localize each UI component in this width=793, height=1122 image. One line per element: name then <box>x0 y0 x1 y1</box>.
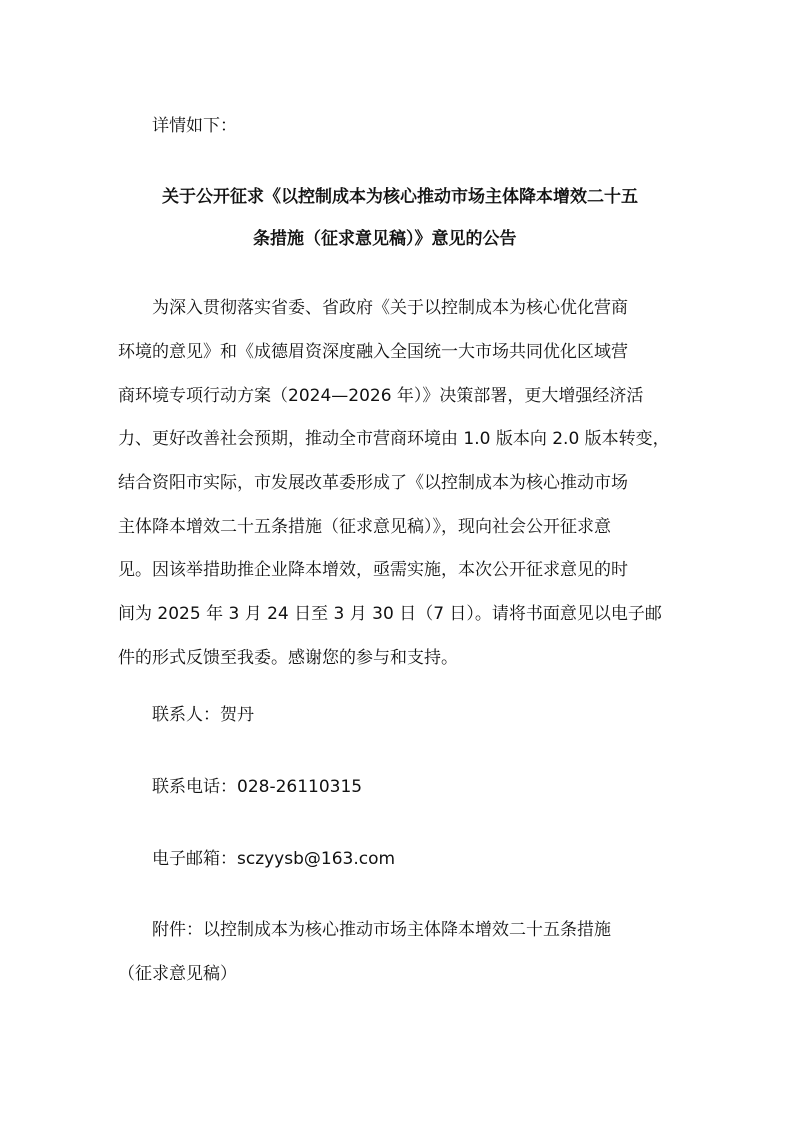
body-line-4: 力、更好改善社会预期，推动全市营商环境由 1.0 版本向 2.0 版本转变， <box>118 429 670 449</box>
body-line-5: 结合资阳市实际，市发展改革委形成了《以控制成本为核心推动市场 <box>118 473 628 493</box>
body-line-2: 环境的意见》和《成德眉资深度融入全国统一大市场共同优化区域营 <box>118 342 628 362</box>
body-line-3: 商环境专项行动方案（2024—2026 年）》决策部署，更大增强经济活 <box>118 386 644 406</box>
title-line-2: 条措施（征求意见稿）》意见的公告 <box>253 229 517 249</box>
contact-person: 联系人：贺丹 <box>152 705 254 725</box>
contact-phone: 联系电话：028-26110315 <box>152 777 363 797</box>
intro-text: 详情如下： <box>152 116 237 136</box>
body-line-6: 主体降本增效二十五条措施（征求意见稿）》，现向社会公开征求意 <box>118 517 611 537</box>
body-line-9: 件的形式反馈至我委。感谢您的参与和支持。 <box>118 648 458 668</box>
attachment-line-2: （征求意见稿） <box>118 964 237 984</box>
attachment-line-1: 附件：以控制成本为核心推动市场主体降本增效二十五条措施 <box>152 920 611 940</box>
body-line-8: 间为 2025 年 3 月 24 日至 3 月 30 日（7 日）。请将书面意见以电子邮 <box>118 604 662 624</box>
contact-email: 电子邮箱：sczyysb@163.com <box>152 849 396 869</box>
body-line-7: 见。因该举措助推企业降本增效，亟需实施，本次公开征求意见的时 <box>118 560 628 580</box>
title-line-1: 关于公开征求《以控制成本为核心推动市场主体降本增效二十五 <box>162 187 638 207</box>
body-line-1: 为深入贯彻落实省委、省政府《关于以控制成本为核心优化营商 <box>152 298 628 318</box>
